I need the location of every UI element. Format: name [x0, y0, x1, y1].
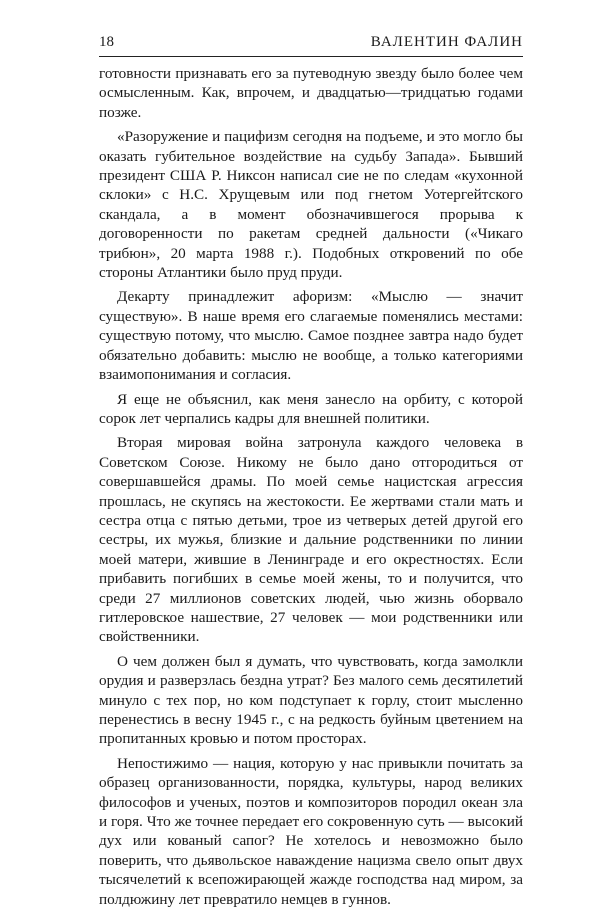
paragraph: Декарту принадлежит афоризм: «Мыслю — значит существую». В наше время его слагаемые поменялись местами: существую потому, что мыслю. Самое позднее завтра надо будет обязательно добавить: мыслю не вообще, а только категориями взаимопонимания и согласия.: [99, 288, 523, 384]
paragraph: Я еще не объяснил, как меня занесло на орбиту, с которой сорок лет черпались кадры для внешней политики.: [99, 390, 523, 427]
paragraph: Вторая мировая война затронула каждого человека в Советском Союзе. Никому не было дано отгородиться от совершавшейся драмы. По моей семье нацистская агрессия прошлась, не скупясь на жестокости. Ее жертвами стали мать и сестра отца с пятью детьми, трое из четверых детей другой его сестры, их мужья, близкие и дальние родственники по линии моей матери, жившие в Ленинграде и его окрестностях. Если прибавить погибших в семье моей жены, то и получится, что среди 27 миллионов советских людей, чью жизнь оборвало гитлеровское нашествие, 27 человек — мои родственники или свойственники.: [99, 434, 523, 646]
paragraph: готовности признавать его за путеводную звезду было более чем осмысленным. Как, впрочем, и двадцатью—тридцатью годами позже.: [99, 65, 523, 121]
running-header: [99, 32, 523, 57]
paragraph: Непостижимо — нация, которую у нас привыкли почитать за образец организованности, порядка, культуры, народ великих философов и ученых, поэтов и композиторов породил океан зла и горя. Что же точнее передает его сокровенную суть — высокий дух или кованый сапог? Не хотелось и невозможно было поверить, что дьявольское наваждение нацизма свело опыт двух тысячелетий к всепожирающей жажде господства над миром, за полдюжину лет превратило немцев в гуннов.: [99, 754, 523, 908]
paragraph: «Разоружение и пацифизм сегодня на подъеме, и это могло бы оказать губительное воздействие на судьбу Запада». Бывший президент США Р. Никсон написал сие не по следам «кухонной склоки» с Н.С. Хрущевым или под гнетом Уотергейтского скандала, а в момент обозначившегося прорыва к договоренности по ракетам средней дальности («Чикаго трибюн», 20 марта 1988 г.). Подобных откровений по обе стороны Атлантики было пруд пруди.: [99, 128, 523, 282]
running-head-author: ВАЛЕНТИН ФАЛИН: [370, 34, 523, 50]
page-number: 18: [99, 34, 114, 50]
paragraph: О чем должен был я думать, что чувствовать, когда замолкли орудия и разверзлась бездна утрат? Без малого семь десятилетий минуло с тех пор, но ком подступает к горлу, стоит мысленно перенестись в весну 1945 г., с на редкость буйным цветением на пропитанных кровью и потом просторах.: [99, 652, 523, 748]
body-text: [99, 64, 523, 909]
